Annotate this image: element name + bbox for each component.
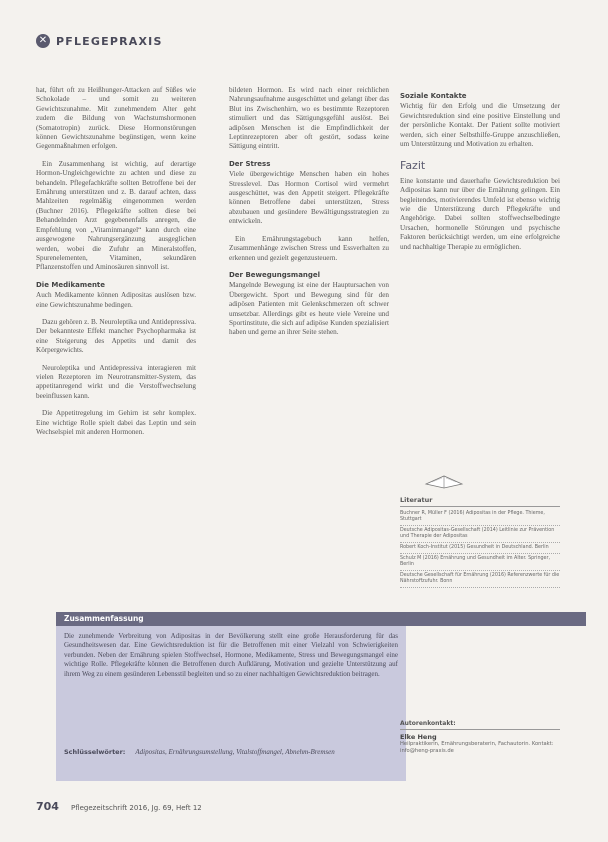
author-details: Heilpraktikerin, Ernährungsberaterin, Fachautorin. Kontakt: info@heng-praxis.de xyxy=(400,741,554,754)
summary-box xyxy=(56,626,406,781)
text-column-3 xyxy=(400,86,560,386)
literature-item: Buchner R, Müller F (2016) Adipositas in der Pflege. Thieme, Stuttgart xyxy=(400,509,560,526)
section-title: PFLEGEPRAXIS xyxy=(56,34,163,48)
keywords-row xyxy=(64,748,398,757)
paragraph: Die Appetitregelung im Gehirn ist sehr komplex. Eine wichtige Rolle spielt dabei das Leptin und sein Wechselspiel mit anderen Hormonen. xyxy=(36,409,196,436)
summary-title-bar: Zusammenfassung xyxy=(56,612,586,626)
literature-item: Robert Koch-Institut (2015) Gesundheit in Deutschland. Berlin xyxy=(400,543,560,554)
paragraph: Mangelnde Bewegung ist eine der Hauptursachen von Übergewicht. Sport und Bewegung sind für den adipösen Patienten mit Gelenkschmerzen oft schwer umsetzbar. Allerdings gibt es heute viele Vereine und Sportinstitute, die sich auf adipöse Kunden spezialisiert haben und gerne an ihrer Seite stehen. xyxy=(229,281,389,337)
subheading: Soziale Kontakte xyxy=(400,92,467,100)
paragraph: Dazu gehören z. B. Neuroleptika und Antidepressiva. Der bekannteste Effekt mancher Psychopharmaka ist eine Steigerung des Appetits und damit des Körpergewichts. xyxy=(36,317,196,355)
literature-item: Schulz M (2016) Ernährung und Gesundheit im Alter. Springer, Berlin xyxy=(400,554,560,571)
section-logo-icon: ✕ xyxy=(36,34,50,48)
page-number: 704 xyxy=(36,800,59,813)
paragraph: Ein Zusammenhang ist wichtig, auf derartige Hormon-Ungleichgewichte zu achten und diese zu behandeln. Pflegefachkräfte sollten Betroffene bei der Ernährung unterstützen und z. B. darauf achten, dass Mahlzeiten regelmäßig eingenommen werden (Buchner 2016). Pflegekräfte sollten diese bei Behandelnden Arzt gegebenenfalls anregen, die Empfehlung von „Vitaminmangel“ kann durch eine ausgewogene Nahrungsergänzung ausgeglichen werden, wobei die Zufuhr an Mineralstoffen, Spurenelementen, Vitaminen, sekundären Pflanzenstoffen und Aminosäuren sinnvoll ist. xyxy=(36,159,196,272)
keywords-text: Adipositas, Ernährungsumstellung, Vitalstoffmangel, Abnehm-Bremsen xyxy=(135,748,335,756)
paragraph: Neuroleptika und Antidepressiva interagieren mit vielen Rezeptoren im Neurotransmitter-System, das appetitanregend wirkt und die Verstoffwechselung beeinflussen kann. xyxy=(36,363,196,400)
literature-box xyxy=(400,496,560,588)
literature-title: Literatur xyxy=(400,496,560,507)
fazit-heading: Fazit xyxy=(400,159,426,173)
text-column-1 xyxy=(36,86,196,506)
paragraph: Wichtig für den Erfolg und die Umsetzung der Gewichtsreduktion sind eine positive Einstellung und der persönliche Kontakt. Der Patient sollte motiviert werden, sich einer Selbsthilfe-Gruppe anzuschließen, um Unterstützung und Motivation zu erhalten. xyxy=(400,102,560,149)
paragraph: Ein Ernährungstagebuch kann helfen, Zusammenhänge zwischen Stress und Essverhalten zu erkennen und gezielt gegenzusteuern. xyxy=(229,234,389,262)
summary-text: Die zunehmende Verbreitung von Adipositas in der Bevölkerung stellt eine große Herausforderung für das Gesundheitswesen dar. Eine Gewichtsreduktion ist für die Betroffenen mit einer Vielzahl von Schwierigkeiten verbunden. Neben der Ernährung spielen Stoffwechsel, Hormone, Medikamente, Stress und Bewegungsmangel eine wichtige Rolle. Pflegekräfte können die Betroffenen durch Aufklärung, Motivation und gezielte Unterstützung auf ihrem Weg zu einem gesünderen Lebensstil begleiten und so zu einer nachhaltigen Gewichtsreduktion beitragen. xyxy=(64,632,398,678)
paragraph: Viele übergewichtige Menschen haben ein hohes Stresslevel. Das Hormon Cortisol wird vermehrt ausgeschüttet, was den Appetit steigert. Pflegekräfte können Betroffene dabei unterstützen, Stress abzubauen und gesündere Bewältigungsstrategien zu entwickeln. xyxy=(229,170,389,226)
paragraph: bildeten Hormon. Es wird nach einer reichlichen Nahrungsaufnahme ausgeschüttet und gelangt über das Blut ins Zwischenhirn, wo es bestimmte Rezeptoren stimuliert und das Sättigungsgefühl auslöst. Bei adipösen Menschen ist die Empfindlichkeit der Leptinrezeptoren aber oft gestört, sodass keine Sättigung eintritt. xyxy=(229,86,389,151)
paragraph: Eine konstante und dauerhafte Gewichtsreduktion bei Adipositas kann nur über die Ernährung gelingen. Ein begleitendes, motivierendes Umfeld ist ebenso wichtig wie die Unterstützung durch Pflegekräfte und Angehörige. Dabei sollten stoffwechselbedingte Ursachen, hormonelle Störungen und psychische Faktoren berücksichtigt werden, um eine erfolgreiche und nachhaltige Therapie zu ermöglichen. xyxy=(400,176,560,251)
open-book-icon xyxy=(424,468,464,490)
keywords-label: Schlüsselwörter: xyxy=(64,748,126,756)
section-header xyxy=(36,34,163,48)
journal-citation: Pflegezeitschrift 2016, Jg. 69, Heft 12 xyxy=(70,804,202,812)
author-contact-box xyxy=(400,720,560,754)
page-footer xyxy=(36,800,202,813)
subheading: Der Stress xyxy=(229,159,271,168)
text-column-2 xyxy=(229,86,389,496)
literature-item: Deutsche Gesellschaft für Ernährung (2016) Referenzwerte für die Nährstoffzufuhr. Bonn xyxy=(400,571,560,588)
paragraph: Auch Medikamente können Adipositas auslösen bzw. eine Gewichtszunahme bedingen. xyxy=(36,291,196,309)
subheading: Die Medikamente xyxy=(36,280,106,289)
literature-item: Deutsche Adipositas-Gesellschaft (2014) Leitlinie zur Prävention und Therapie der Adipositas xyxy=(400,526,560,543)
author-name: Elke Heng xyxy=(400,733,437,741)
subheading: Der Bewegungsmangel xyxy=(229,270,321,279)
paragraph: hat, führt oft zu Heißhunger-Attacken auf Süßes wie Schokolade – und somit zu weiteren Gewichtszunahme. Mit zunehmendem Alter geht zudem die Bildung von Wachstumshormonen (Somatotropin) zurück. Diese Hormonstörungen können Gewichtszunahme begünstigen, wenn keine Gegenmaßnahmen erfolgen. xyxy=(36,86,196,151)
author-contact-title: Autorenkontakt: xyxy=(400,720,560,730)
